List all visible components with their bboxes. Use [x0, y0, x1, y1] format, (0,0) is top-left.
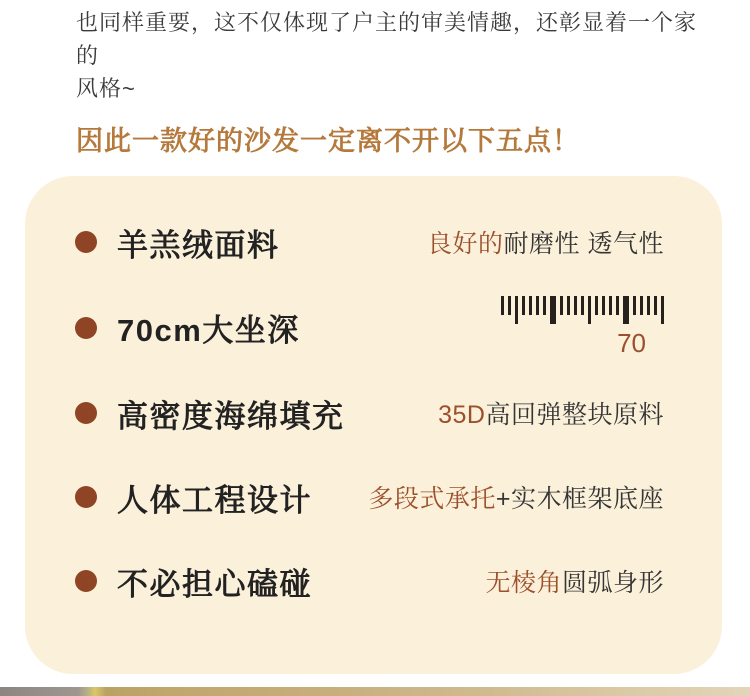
feature-value	[368, 479, 664, 515]
feature-value-rest: +实木框架底座	[495, 485, 664, 513]
feature-label: 高密度海绵填充	[117, 398, 345, 434]
feature-value	[427, 224, 664, 260]
feature-value-rest: 圆弧身形	[561, 569, 664, 597]
bullet-icon	[75, 317, 97, 339]
feature-value-accent: 良好的	[427, 230, 504, 258]
bullet-icon	[75, 486, 97, 508]
feature-label: 70cm大坐深	[117, 313, 300, 348]
headline: 因此一款好的沙发一定离不开以下五点！	[76, 126, 580, 156]
intro-line-1: 也同样重要，这不仅体现了户主的审美情趣，还彰显着一个家的	[76, 10, 698, 68]
depth-ruler-icon	[501, 296, 664, 326]
feature-row-fabric	[75, 212, 664, 272]
intro-line-2: 风格~	[76, 76, 136, 101]
bullet-icon	[75, 402, 97, 424]
depth-ruler-value: 70	[617, 328, 646, 358]
bullet-icon	[75, 231, 97, 253]
intro-text-block	[0, 0, 750, 158]
feature-left	[75, 391, 345, 436]
feature-row-seat-depth	[75, 296, 664, 359]
feature-value-accent: 无棱角	[485, 569, 562, 597]
feature-row-ergonomics	[75, 467, 664, 527]
feature-left	[75, 559, 312, 604]
feature-label: 人体工程设计	[117, 482, 312, 518]
feature-value	[501, 296, 664, 359]
feature-value-rest: 耐磨性 透气性	[503, 230, 664, 258]
features-card	[25, 176, 722, 674]
feature-value-accent: 35D	[438, 401, 486, 429]
next-section-photo-edge	[0, 687, 750, 696]
feature-row-rounded-edges	[75, 551, 664, 611]
feature-left	[75, 475, 312, 520]
feature-value	[485, 563, 664, 599]
feature-left	[75, 305, 300, 350]
feature-value	[438, 395, 664, 431]
feature-value-accent: 多段式承托	[368, 485, 496, 513]
feature-row-foam	[75, 383, 664, 443]
feature-label: 不必担心磕碰	[117, 566, 312, 602]
feature-left	[75, 220, 280, 265]
feature-label: 羊羔绒面料	[117, 227, 280, 263]
bullet-icon	[75, 570, 97, 592]
feature-value-rest: 高回弹整块原料	[485, 401, 664, 429]
